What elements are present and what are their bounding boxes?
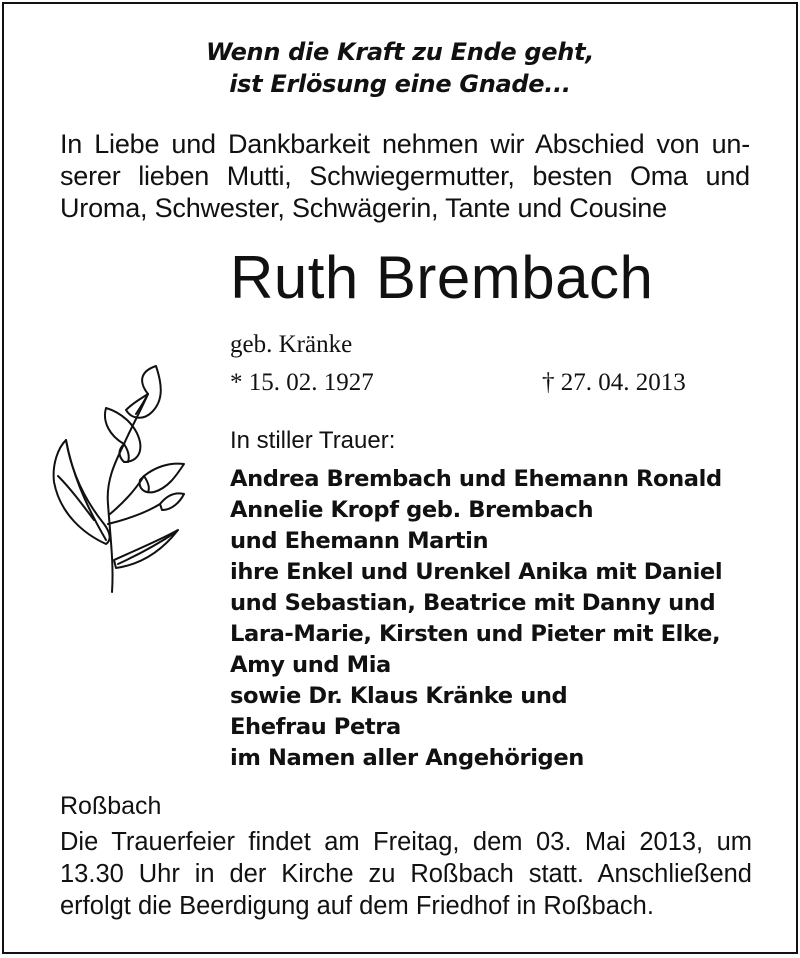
death-date: † 27. 04. 2013: [542, 369, 686, 396]
funeral-line-3: erfolgt die Beerdigung auf dem Friedhof in Roßbach.: [60, 892, 654, 920]
mourner-line: sowie Dr. Klaus Kränke und: [230, 683, 568, 709]
funeral-details: [60, 826, 752, 922]
birth-date: * 15. 02. 1927: [230, 369, 374, 396]
motto-line-2: ist Erlösung eine Gnade...: [229, 70, 571, 98]
mourner-line: Ehefrau Petra: [230, 714, 401, 740]
obituary-notice: [2, 2, 798, 954]
mourner-line: Amy und Mia: [230, 652, 391, 678]
mourner-line: und Sebastian, Beatrice mit Danny und: [230, 590, 716, 616]
mourner-line: und Ehemann Martin: [230, 528, 489, 554]
mourning-label: In stiller Trauer:: [230, 427, 396, 454]
calla-lily-icon: [44, 364, 194, 594]
motto: [4, 36, 796, 100]
mourner-line: Lara-Marie, Kirsten und Pieter mit Elke,: [230, 621, 721, 647]
funeral-line-1: Die Trauerfeier findet am Freitag, dem 03. Mai 2013, um: [60, 828, 752, 856]
mourner-line: Annelie Kropf geb. Brembach: [230, 497, 594, 523]
mourners-list: [230, 464, 722, 774]
deceased-name: Ruth Brembach: [230, 244, 654, 311]
intro-line-1: In Liebe und Dankbarkeit nehmen wir Abschied von un-: [60, 129, 750, 159]
birth-name: geb. Kränke: [230, 331, 353, 358]
mourner-line: ihre Enkel und Urenkel Anika mit Daniel: [230, 559, 723, 585]
mourner-line: Andrea Brembach und Ehemann Ronald: [230, 466, 722, 492]
intro-text: [60, 128, 750, 224]
intro-line-3: Uroma, Schwester, Schwägerin, Tante und Cousine: [60, 193, 667, 223]
funeral-line-2: 13.30 Uhr in der Kirche zu Roßbach statt. Anschließend: [60, 860, 752, 888]
mourner-line: im Namen aller Angehörigen: [230, 745, 584, 771]
intro-line-2: serer lieben Mutti, Schwiegermutter, besten Oma und: [60, 161, 750, 191]
place-name: Roßbach: [60, 792, 162, 820]
motto-line-1: Wenn die Kraft zu Ende geht,: [205, 38, 595, 66]
